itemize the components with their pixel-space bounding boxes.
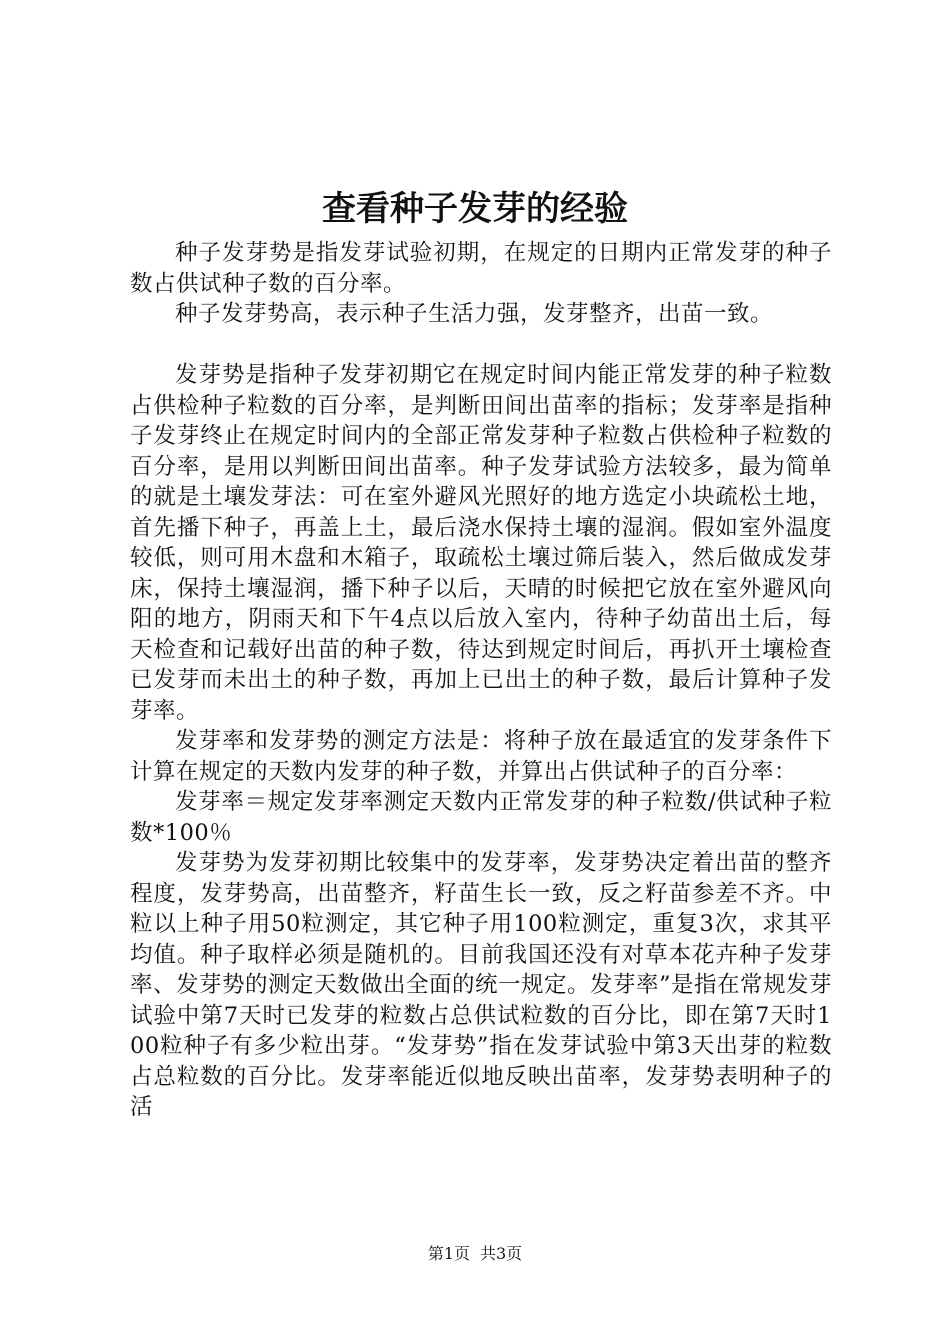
document-title: 查看种子发芽的经验	[322, 189, 628, 229]
paragraph-5: 发芽势为发芽初期比较集中的发芽率，发芽势决定着出苗的整齐程度，发芽势高，出苗整齐，籽苗生长一致，反之籽苗参差不齐。中粒以上种子用50粒测定，其它种子用100粒测定，重复3次，求其平均值。种子取样必须是随机的。目前我国还没有对草本花卉种子发芽率、发芽势的测定天数做出全面的统一规定。发芽率”是指在常规发芽试验中第7天时已发芽的粒数占总供试粒数的百分比，即在第7天时100粒种子有多少粒出芽。“发芽势”指在发芽试验中第3天出芽的粒数占总粒数的百分比。发芽率能近似地反映出苗率，发芽势表明种子的活	[130, 850, 833, 1120]
paragraph-formula: 发芽率＝规定发芽率测定天数内正常发芽的种子粒数/供试种子粒数*100％	[130, 789, 832, 846]
paragraph-2: 种子发芽势高，表示种子生活力强，发芽整齐，出苗一致。	[175, 301, 774, 327]
blank-line	[130, 330, 832, 361]
page-total: 共3页	[480, 1244, 523, 1263]
page-footer	[0, 1243, 950, 1265]
paragraph-4: 发芽率和发芽势的测定方法是：将种子放在最适宜的发芽条件下计算在规定的天数内发芽的种子数，并算出占供试种子的百分率：	[130, 728, 832, 785]
document-body	[130, 238, 832, 1123]
paragraph-1: 种子发芽势是指发芽试验初期，在规定的日期内正常发芽的种子数占供试种子数的百分率。	[130, 240, 832, 297]
page-number: 第1页	[427, 1244, 470, 1263]
paragraph-3: 发芽势是指种子发芽初期它在规定时间内能正常发芽的种子粒数占供检种子粒数的百分率，是判断田间出苗率的指标；发芽率是指种子发芽终止在规定时间内的全部正常发芽种子粒数占供检种子粒数的百分率，是用以判断田间出苗率。种子发芽试验方法较多，最为简单的就是土壤发芽法：可在室外避风光照好的地方选定小块疏松土地，首先播下种子，再盖上土，最后浇水保持土壤的湿润。假如室外温度较低，则可用木盘和木箱子，取疏松土壤过筛后装入，然后做成发芽床，保持土壤湿润，播下种子以后，天晴的时候把它放在室外避风向阳的地方，阴雨天和下午4点以后放入室内，待种子幼苗出土后，每天检查和记载好出苗的种子数，待达到规定时间后，再扒开土壤检查已发芽而未出土的种子数，再加上已出土的种子数，最后计算种子发芽率。	[130, 362, 832, 724]
